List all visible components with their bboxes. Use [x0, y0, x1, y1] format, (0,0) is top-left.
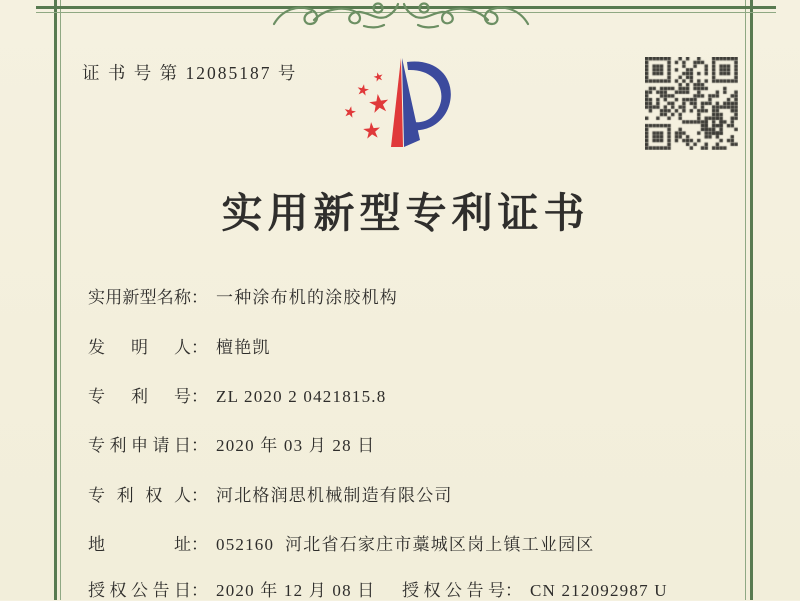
field-colon: ：: [505, 581, 522, 600]
field-label: 地址: [88, 535, 191, 554]
border-rule-left-dark: [54, 0, 57, 600]
field-patentee: [88, 481, 453, 506]
field-value: 河北格润思机械制造有限公司: [216, 486, 453, 505]
field-value: 檀艳凯: [216, 338, 271, 357]
field-label: 专利权人: [88, 486, 191, 505]
border-rule-left-light: [60, 0, 61, 600]
star-icon: ★: [366, 89, 393, 120]
field-label: 授权公告日: [88, 581, 191, 600]
star-icon: ★: [341, 103, 359, 123]
field-grant-number: [402, 576, 668, 601]
field-colon: ：: [191, 288, 208, 307]
field-label: 专利号: [88, 387, 191, 406]
field-label: 专利申请日: [88, 436, 191, 455]
scroll-flourish-icon: [268, 0, 534, 30]
field-value: ZL 2020 2 0421815.8: [216, 387, 387, 406]
field-value: 一种涂布机的涂胶机构: [216, 288, 398, 307]
field-filing-date: [88, 431, 375, 456]
field-value: 2020 年 12 月 08 日: [216, 581, 376, 600]
certificate-number: 证 书 号 第 12085187 号: [82, 63, 298, 83]
field-colon: ：: [191, 436, 208, 455]
field-colon: ：: [191, 535, 208, 554]
field-utility-model-name: [88, 283, 398, 308]
certificate-title: 实用新型专利证书: [221, 190, 590, 236]
field-value: 2020 年 03 月 28 日: [216, 436, 376, 455]
field-colon: ：: [191, 387, 208, 406]
field-inventor: [88, 333, 271, 358]
field-label: 实用新型名称: [88, 288, 191, 307]
star-icon: ★: [360, 117, 383, 144]
cnipa-logo-icon: [335, 52, 465, 170]
field-address: [88, 530, 595, 555]
field-patent-number: [88, 382, 386, 407]
border-rule-right-light: [745, 0, 746, 600]
field-value: CN 212092987 U: [530, 581, 668, 600]
star-icon: ★: [371, 68, 386, 86]
field-colon: ：: [191, 581, 208, 600]
field-grant-date: [88, 576, 375, 601]
field-colon: ：: [191, 338, 208, 357]
field-label: 发明人: [88, 338, 191, 357]
field-colon: ：: [191, 486, 208, 505]
border-rule-right-dark: [750, 0, 753, 600]
star-icon: ★: [354, 81, 371, 101]
field-value: 052160 河北省石家庄市藁城区岗上镇工业园区: [216, 535, 595, 554]
field-label: 授权公告号: [402, 581, 505, 600]
qr-code: [645, 57, 738, 150]
